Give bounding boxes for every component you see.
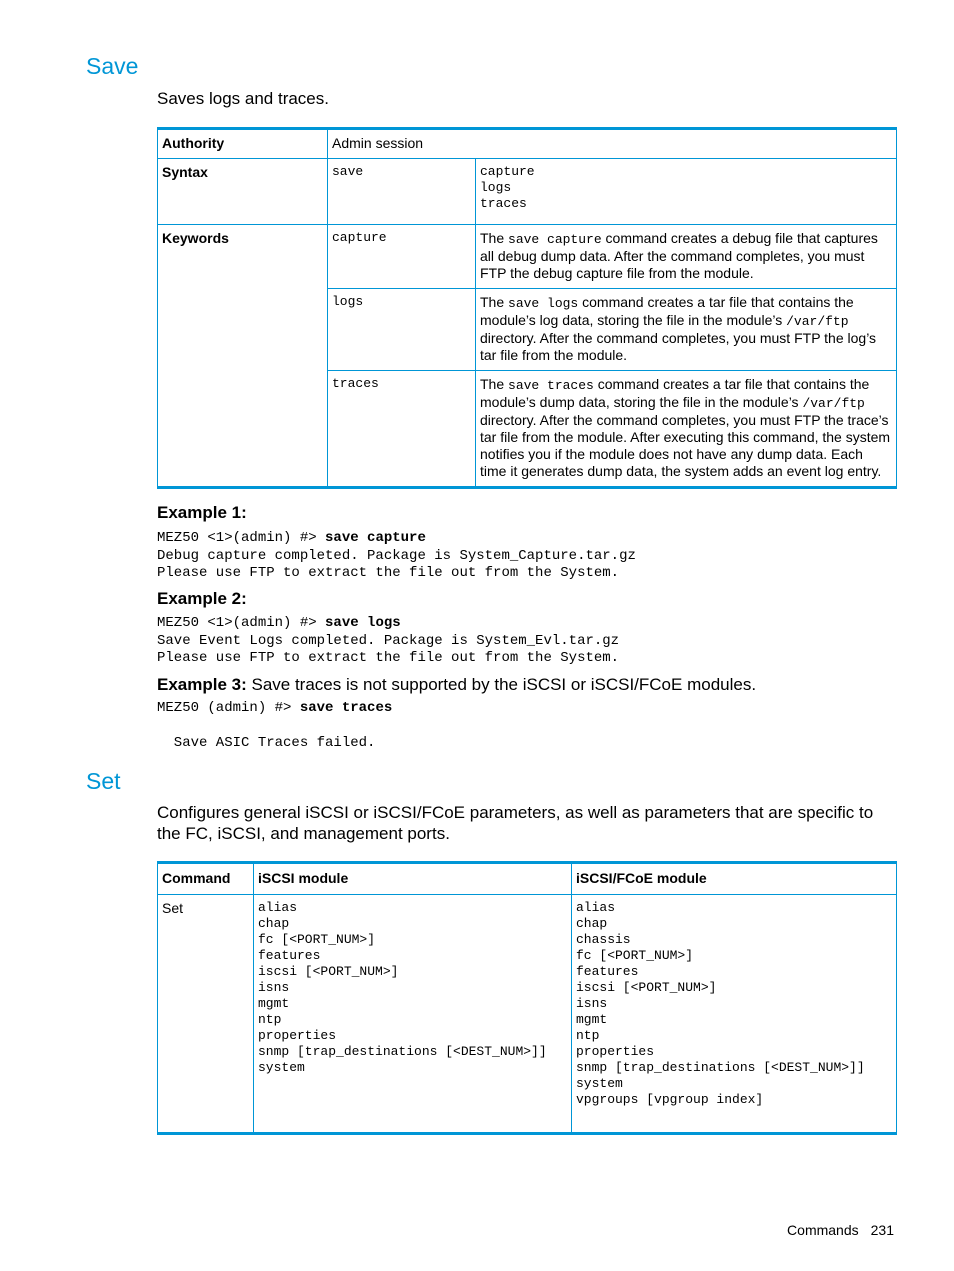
authority-label: Authority bbox=[158, 129, 328, 159]
keywords-label: Keywords bbox=[158, 225, 328, 488]
header-iscsi: iSCSI module bbox=[254, 863, 572, 895]
footer-section: Commands bbox=[787, 1222, 859, 1238]
header-fcoe: iSCSI/FCoE module bbox=[572, 863, 897, 895]
keyword-description: The save traces command creates a tar file that contains the module’s dump data, storing the file in the module’s /var/ftp directory. After the command completes, you must FTP the trace’s tar file from the module. After executing this command, the system notifies you if the module does not have any dump data. Each time it generates dump data, the system adds an event log entry. bbox=[476, 371, 897, 488]
keyword-description: The save capture command creates a debug file that captures all debug dump data. After the command completes, you must FTP the debug capture file from the module. bbox=[476, 225, 897, 289]
set-command: Set bbox=[158, 895, 254, 1134]
syntax-command: save bbox=[328, 159, 476, 225]
keyword-description: The save logs command creates a tar file that contains the module’s log data, storing the file in the module’s /var/ftp directory. After the command completes, you must FTP the log’s tar file from the module. bbox=[476, 289, 897, 371]
keyword-name: capture bbox=[328, 225, 476, 289]
save-heading: Save bbox=[86, 53, 139, 79]
header-command: Command bbox=[158, 863, 254, 895]
example3-line: Example 3: Save traces is not supported by the iSCSI or iSCSI/FCoE modules. bbox=[157, 675, 757, 694]
keyword-name: traces bbox=[328, 371, 476, 488]
authority-value: Admin session bbox=[328, 129, 897, 159]
example3-code: MEZ50 (admin) #> save traces bbox=[157, 700, 393, 716]
set-intro: Configures general iSCSI or iSCSI/FCoE parameters, as well as parameters that are specific to the FC, iSCSI, and management ports. bbox=[157, 803, 874, 843]
iscsi-params: alias chap fc [<PORT_NUM>] features iscsi [<PORT_NUM>] isns mgmt ntp properties snmp [trap_destinations [<DEST_NUM>]] system bbox=[254, 895, 572, 1134]
example3-output: Save ASIC Traces failed. bbox=[157, 735, 376, 751]
page-footer bbox=[775, 1222, 894, 1238]
set-heading: Set bbox=[86, 768, 121, 794]
example1-label: Example 1: bbox=[157, 503, 247, 522]
example2-code: MEZ50 <1>(admin) #> save logs Save Event Logs completed. Package is System_Evl.tar.gz Please use FTP to extract the file out from the System. bbox=[157, 615, 620, 666]
save-intro: Saves logs and traces. bbox=[157, 89, 329, 108]
fcoe-params: alias chap chassis fc [<PORT_NUM>] features iscsi [<PORT_NUM>] isns mgmt ntp properties snmp [trap_destinations [<DEST_NUM>]] system vpgroups [vpgroup index] bbox=[572, 895, 897, 1134]
set-table bbox=[157, 861, 897, 1135]
example1-code: MEZ50 <1>(admin) #> save capture Debug capture completed. Package is System_Capture.tar.gz Please use FTP to extract the file out from the System. bbox=[157, 530, 636, 581]
syntax-label: Syntax bbox=[158, 159, 328, 225]
keyword-name: logs bbox=[328, 289, 476, 371]
syntax-options: capture logs traces bbox=[476, 159, 897, 225]
example2-label: Example 2: bbox=[157, 589, 247, 608]
save-table bbox=[157, 127, 897, 489]
page-number: 231 bbox=[870, 1222, 894, 1238]
